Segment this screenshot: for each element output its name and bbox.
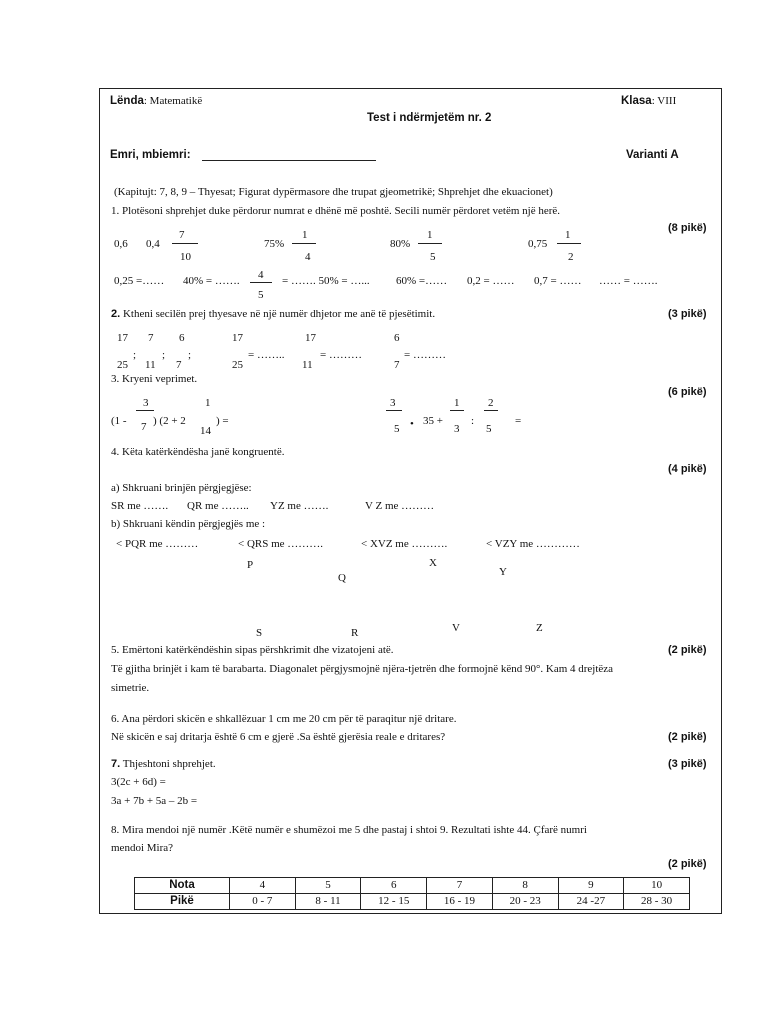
q5-points: (2 pikë) — [668, 644, 707, 656]
q7-number: 7. — [111, 758, 121, 770]
vertex-P: P — [247, 559, 254, 571]
q2-g2-den: 11 — [302, 359, 313, 371]
q3-right-c-num: 2 — [488, 397, 494, 409]
subject-label: Lënda — [110, 95, 144, 107]
table-cell: 0 - 7 — [230, 894, 296, 910]
q3-text: 3. Kryeni veprimet. — [111, 373, 198, 385]
q1-expr-7[interactable]: …… = ……. — [599, 275, 658, 287]
q3-right-a-num: 3 — [390, 397, 396, 409]
q4a-item-4[interactable]: V Z me ……… — [365, 500, 435, 512]
q1-expr-3-num: 4 — [258, 269, 264, 281]
table-cell: 6 — [361, 878, 427, 894]
q1-frac4-num: 1 — [565, 229, 571, 241]
q1-frac3-bar — [418, 243, 442, 244]
name-label: Emri, mbiemri: — [110, 149, 191, 161]
q5-line-2: simetrie. — [111, 682, 150, 694]
q2-g3-den: 7 — [394, 359, 400, 371]
pike-label: Pikë — [135, 894, 230, 910]
q3-right-c-bar — [484, 410, 498, 411]
variant-label: Varianti A — [626, 149, 679, 161]
q4-points: (4 pikë) — [668, 463, 707, 475]
q3-right-c-den: 5 — [486, 423, 492, 435]
q2-g3-result[interactable]: = ……… — [404, 349, 446, 361]
q1-frac4-bar — [557, 243, 581, 244]
q2-text — [111, 307, 435, 321]
q2-frac2-den: 11 — [145, 359, 156, 371]
table-cell: 9 — [558, 878, 624, 894]
name-field[interactable] — [202, 160, 376, 161]
vertex-V: V — [452, 622, 460, 634]
table-cell: 8 — [492, 878, 558, 894]
q1-points: (8 pikë) — [668, 222, 707, 234]
q1-expr-5[interactable]: 0,2 = …… — [467, 275, 515, 287]
table-cell: 28 - 30 — [624, 894, 690, 910]
q3-right-b-num: 1 — [454, 397, 460, 409]
table-cell: 12 - 15 — [361, 894, 427, 910]
nota-label: Nota — [135, 878, 230, 894]
q2-g1-num: 17 — [232, 332, 243, 344]
q1-num-75: 75% — [264, 238, 285, 250]
subject-line — [110, 93, 202, 108]
q2-g2-num: 17 — [305, 332, 316, 344]
q1-expr-4[interactable]: 60% =…… — [396, 275, 448, 287]
class-value: : VIII — [651, 95, 677, 107]
q5-line-1: Të gjitha brinjët i kam të barabarta. Diagonalet përgjysmojnë njëra-tjetrën dhe formojnë kënd 90°. Kam 4 drejtëza — [111, 663, 614, 675]
vertex-X: X — [429, 557, 437, 569]
q1-frac4-den: 2 — [568, 251, 574, 263]
vertex-Z: Z — [536, 622, 543, 634]
q4b-label: b) Shkruani këndin përgjegjës me : — [111, 518, 266, 530]
q3-right-dot: • — [410, 418, 414, 430]
q1-frac1-num: 7 — [179, 229, 185, 241]
table-cell: 10 — [624, 878, 690, 894]
q4b-item-4[interactable]: < VZY me ………… — [486, 538, 580, 550]
subject-value: : Matematikë — [143, 95, 203, 107]
chapters-note: (Kapitujt: 7, 8, 9 – Thyesat; Figurat dypërmasore dhe trupat gjeometrikë; Shprehjet dhe ekuacionet) — [114, 186, 553, 198]
q4b-item-1[interactable]: < PQR me ……… — [116, 538, 199, 550]
q4a-label: a) Shkruani brinjën përgjegjëse: — [111, 482, 252, 494]
q1-expr-1[interactable]: 0,25 =…… — [114, 275, 165, 287]
q4b-item-2[interactable]: < QRS me ………. — [238, 538, 324, 550]
q3-left-end: ) = — [216, 415, 229, 427]
vertex-Y: Y — [499, 566, 507, 578]
q3-left-g-num: 1 — [205, 397, 211, 409]
q4a-item-1[interactable]: SR me ……. — [111, 500, 169, 512]
q7-points: (3 pikë) — [668, 758, 707, 770]
q3-right-a-bar — [386, 410, 402, 411]
q1-num-a: 0,6 — [114, 238, 128, 250]
table-row — [135, 894, 690, 910]
q3-right-eq: = — [515, 415, 522, 427]
vertex-R: R — [351, 627, 359, 639]
vertex-S: S — [256, 627, 263, 639]
q2-frac1-num: 17 — [117, 332, 128, 344]
q2-g1-result[interactable]: = …….. — [248, 349, 285, 361]
q2-frac1-den: 25 — [117, 359, 128, 371]
q7-expr-1[interactable]: 3(2c + 6d) = — [111, 776, 166, 788]
q1-expr-3-den: 5 — [258, 289, 264, 301]
q3-left-mid: ) (2 + 2 — [153, 415, 186, 427]
q1-text: 1. Plotësoni shprehjet duke përdorur numrat e dhënë më poshtë. Secili numër përdoret vetëm një herë. — [111, 205, 561, 217]
q1-num-b: 0,4 — [146, 238, 160, 250]
q2-frac3-den: 7 — [176, 359, 182, 371]
q2-frac2-num: 7 — [148, 332, 154, 344]
q1-frac2-num: 1 — [302, 229, 308, 241]
q1-frac3-den: 5 — [430, 251, 436, 263]
q6-line-1: 6. Ana përdori skicën e shkallëzuar 1 cm me 20 cm për të paraqitur një dritare. — [111, 713, 457, 725]
q7-text — [111, 757, 216, 771]
q1-frac2-den: 4 — [305, 251, 311, 263]
q2-frac3-num: 6 — [179, 332, 185, 344]
q2-g2-result[interactable]: = ……… — [320, 349, 362, 361]
q3-right-b-bar — [450, 410, 464, 411]
q7-expr-2[interactable]: 3a + 7b + 5a – 2b = — [111, 795, 198, 807]
q6-line-2: Në skicën e saj dritarja është 6 cm e gjerë .Sa është gjerësia reale e dritares? — [111, 731, 446, 743]
grade-table — [134, 877, 690, 910]
q2-sep-3: ; — [188, 349, 192, 361]
q2-sep-2: ; — [162, 349, 166, 361]
q2-points: (3 pikë) — [668, 308, 707, 320]
table-cell: 8 - 11 — [295, 894, 361, 910]
q1-num-075: 0,75 — [528, 238, 548, 250]
q2-number: 2. — [111, 308, 121, 320]
q1-expr-3-rest[interactable]: = ……. 50% = …... — [282, 275, 370, 287]
q4b-item-3[interactable]: < XVZ me ………. — [361, 538, 448, 550]
class-line — [621, 93, 676, 108]
table-cell: 20 - 23 — [492, 894, 558, 910]
q8-line-2: mendoi Mira? — [111, 842, 174, 854]
q3-left-f-bar — [136, 410, 154, 411]
q1-num-80: 80% — [390, 238, 411, 250]
q2-sep-1: ; — [133, 349, 137, 361]
q2-text-body: Ktheni secilën prej thyesave në një numër dhjetor me anë të pjesëtimit. — [122, 308, 436, 320]
q1-expr-6[interactable]: 0,7 = …… — [534, 275, 582, 287]
q1-frac3-num: 1 — [427, 229, 433, 241]
q3-points: (6 pikë) — [668, 386, 707, 398]
q3-right-b-den: 3 — [454, 423, 460, 435]
class-label: Klasa — [621, 95, 652, 107]
q4a-item-3[interactable]: YZ me ……. — [270, 500, 329, 512]
q1-frac2-bar — [292, 243, 316, 244]
q1-expr-3-bar — [250, 282, 272, 283]
table-row — [135, 878, 690, 894]
table-cell: 5 — [295, 878, 361, 894]
q8-points: (2 pikë) — [668, 858, 707, 870]
q2-g3-num: 6 — [394, 332, 400, 344]
q8-line-1: 8. Mira mendoi një numër .Këtë numër e shumëzoi me 5 dhe pastaj i shtoi 9. Rezultati ishte 44. Çfarë numri — [111, 824, 587, 836]
q5-text: 5. Emërtoni katërkëndëshin sipas përshkrimit dhe vizatojeni atë. — [111, 644, 394, 656]
q2-g1-den: 25 — [232, 359, 243, 371]
q3-right-plus: 35 + — [423, 415, 443, 427]
q3-left-open: (1 - — [111, 415, 127, 427]
q1-frac1-bar — [172, 243, 198, 244]
table-cell: 24 -27 — [558, 894, 624, 910]
q1-frac1-den: 10 — [180, 251, 191, 263]
table-cell: 4 — [230, 878, 296, 894]
q4a-item-2[interactable]: QR me …….. — [187, 500, 249, 512]
vertex-Q: Q — [338, 572, 346, 584]
table-cell: 7 — [427, 878, 493, 894]
q3-right-a-den: 5 — [394, 423, 400, 435]
test-title: Test i ndërmjetëm nr. 2 — [367, 112, 492, 124]
q3-right-colon: : — [471, 415, 475, 427]
q7-text-body: Thjeshtoni shprehjet. — [122, 758, 216, 770]
table-cell: 16 - 19 — [427, 894, 493, 910]
q3-left-f-den: 7 — [141, 421, 147, 433]
q3-left-f-num: 3 — [143, 397, 149, 409]
q6-points: (2 pikë) — [668, 731, 707, 743]
q1-expr-2[interactable]: 40% = ……. — [183, 275, 240, 287]
q3-left-g-den: 14 — [200, 425, 211, 437]
q4-text: 4. Këta katërkëndësha janë kongruentë. — [111, 446, 285, 458]
